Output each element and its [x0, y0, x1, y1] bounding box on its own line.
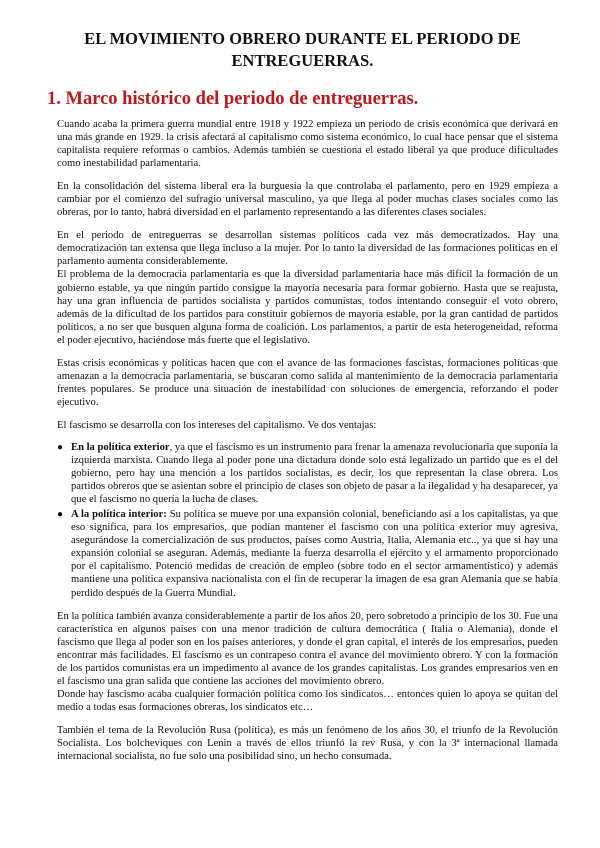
advantages-list — [57, 441, 558, 600]
bullet-label: A la política interior: — [71, 509, 167, 521]
list-item — [57, 441, 558, 506]
bullet-text: , ya que el fascismo es un instrumento para frenar la amenaza revolucionaria que suponía la izquierda marxista. Cuando llega al poder pone una dictadura donde solo está legalizado un partido que es el del gobierno, pero hay una mención a los partidos socialistas, es decir, los que representan la clase obrera. Los partidos obreros que se asientan sobre el principio de clases son objeto de pasar a la ilegalidad y ha desaparecer, ya que el fascismo no quería la lucha de clases. — [71, 441, 559, 506]
paragraph-democratization: En el periodo de entreguerras se desarrollan sistemas políticos cada vez más democratizados. Hay una democratización tan extensa que llega incluso a la mujer. Por lo tanto la diversidad de las formaciones políticas en el parlamento aumenta considerablemente. — [57, 230, 558, 268]
list-item — [57, 508, 558, 599]
bullet-dot-icon: ● — [57, 509, 64, 521]
paragraph-intro: Cuando acaba la primera guerra mundial entre 1918 y 1922 empieza un periodo de crisis económica que derivará en una más grande en 1929. la crisis afectará al capitalismo como sistema económico, lo cual hace pensar que el sistema capitalista requiere reformas o cambios. Además también se cuestiona el estado liberal ya que produce dificultades como inestabilidad parlamentaria. — [57, 119, 558, 170]
document-title: EL MOVIMIENTO OBRERO DURANTE EL PERIODO DE ENTREGUERRAS. — [84, 29, 521, 70]
paragraph-liberal-system: En la consolidación del sistema liberal era la burguesía la que controlaba el parlamento, pero en 1929 empieza a cambiar por el comienzo del sufragio universal masculino, ya que llega al poder muchas clases sociales como las obreras, por lo tanto, habrá diversidad en el parlamento representando a las diferentes clases sociales. — [57, 181, 558, 219]
paragraph-parliamentary-problem: El problema de la democracia parlamentaria es que la diversidad parlamentaria hace más difícil la formación de un gobierno estable, ya que ningún partido consigue la mayoría necesaria para formar gobierno. Hasta que se reajusta, hay una gran influencia de partidos socialista y partidos comunistas, todos intentando conseguir el voto obrero, además de la dificultad de los partidos para constituir gobiernos de mayoría estable, por la gran cantidad de partidos políticos, a no ser que busquen alguna forma de coalición. Los parlamentos, a partir de esta heterogeneidad, reforma el poder ejecutivo, haciéndose más fuerte que el legislativo. — [57, 269, 558, 346]
paragraph-politics-20s-30s: En la política también avanza considerablemente a partir de los años 20, pero sobretodo a principio de los 30. Fue una característica en algunos países con una menor tradición de cultura democrática ( Italia o Alemania), donde el fascismo que llega al poder son en los países anteriores, y donde el gran capital, el interés de los empresarios, pueden encontrar más facilidades. El fascismo es un contrapeso contra el avance del movimiento obrero. Y con la formación de los partidos comunistas era un impedimento al avance de los grandes capitalistas. Los grandes empresarios ven en el fascismo una gran salida que contiene las acciones del movimiento obrero. — [57, 610, 558, 687]
paragraph-russian-revolution: También el tema de la Revolución Rusa (política), es más un fenómeno de los años 30, el triunfo de la Revolución Socialista. Los bolcheviques con Lenin a través de ellos triunfó la rev Rusa, y con la 3ª internacional llamada internacional socialista, no fue solo una posibilidad sino, un hecho consumada. — [57, 724, 558, 763]
paragraph-unions: Donde hay fascismo acaba cualquier formación política como los sindicatos… entonces quien lo apoya se quitan del medio a todas esas formaciones obreras, los sindicatos etc… — [57, 688, 558, 713]
bullet-dot-icon: ● — [57, 441, 64, 453]
section-heading: 1. Marco histórico del periodo de entreguerras. — [47, 89, 419, 109]
paragraph-fascism-intro: El fascismo se desarrolla con los intereses del capitalismo. Ve dos ventajas: — [57, 419, 377, 431]
paragraph-crisis: Estas crisis económicas y políticas hacen que con el avance de las formaciones fascistas, formaciones políticas que amenazan a la democracia parlamentaria, se buscaran como salida al mantenimiento de la democracia parlamentaria frentes populares. Se produce una situación de inestabilidad con soluciones de emergencia, reforzando el poder ejecutivo. — [57, 357, 558, 408]
bullet-label: En la política exterior — [71, 441, 170, 453]
bullet-text: Su política se mueve por una expansión colonial, beneficiando así a los capitalistas, ya que eso significa, para los empresarios, que podían mantener el fascismo con una política exterior muy agresiva, asegurándose la comercialización de sus productos, países como Austria, Italia, Alemania etc.., ya que si hay una expansión colonial se aseguran. Además, mediante la fuerza desarrolla el ejército y el armamento proporcionado por el capitalismo. Potenció medidas de creación de empleo (sobre todo en el sector armamentístico) y además mantiene una política expansiva nacionalista con el fin de recuperar la imagen de esa gran Alemania que se había perdido después de la Guerra Mundial. — [71, 509, 558, 599]
